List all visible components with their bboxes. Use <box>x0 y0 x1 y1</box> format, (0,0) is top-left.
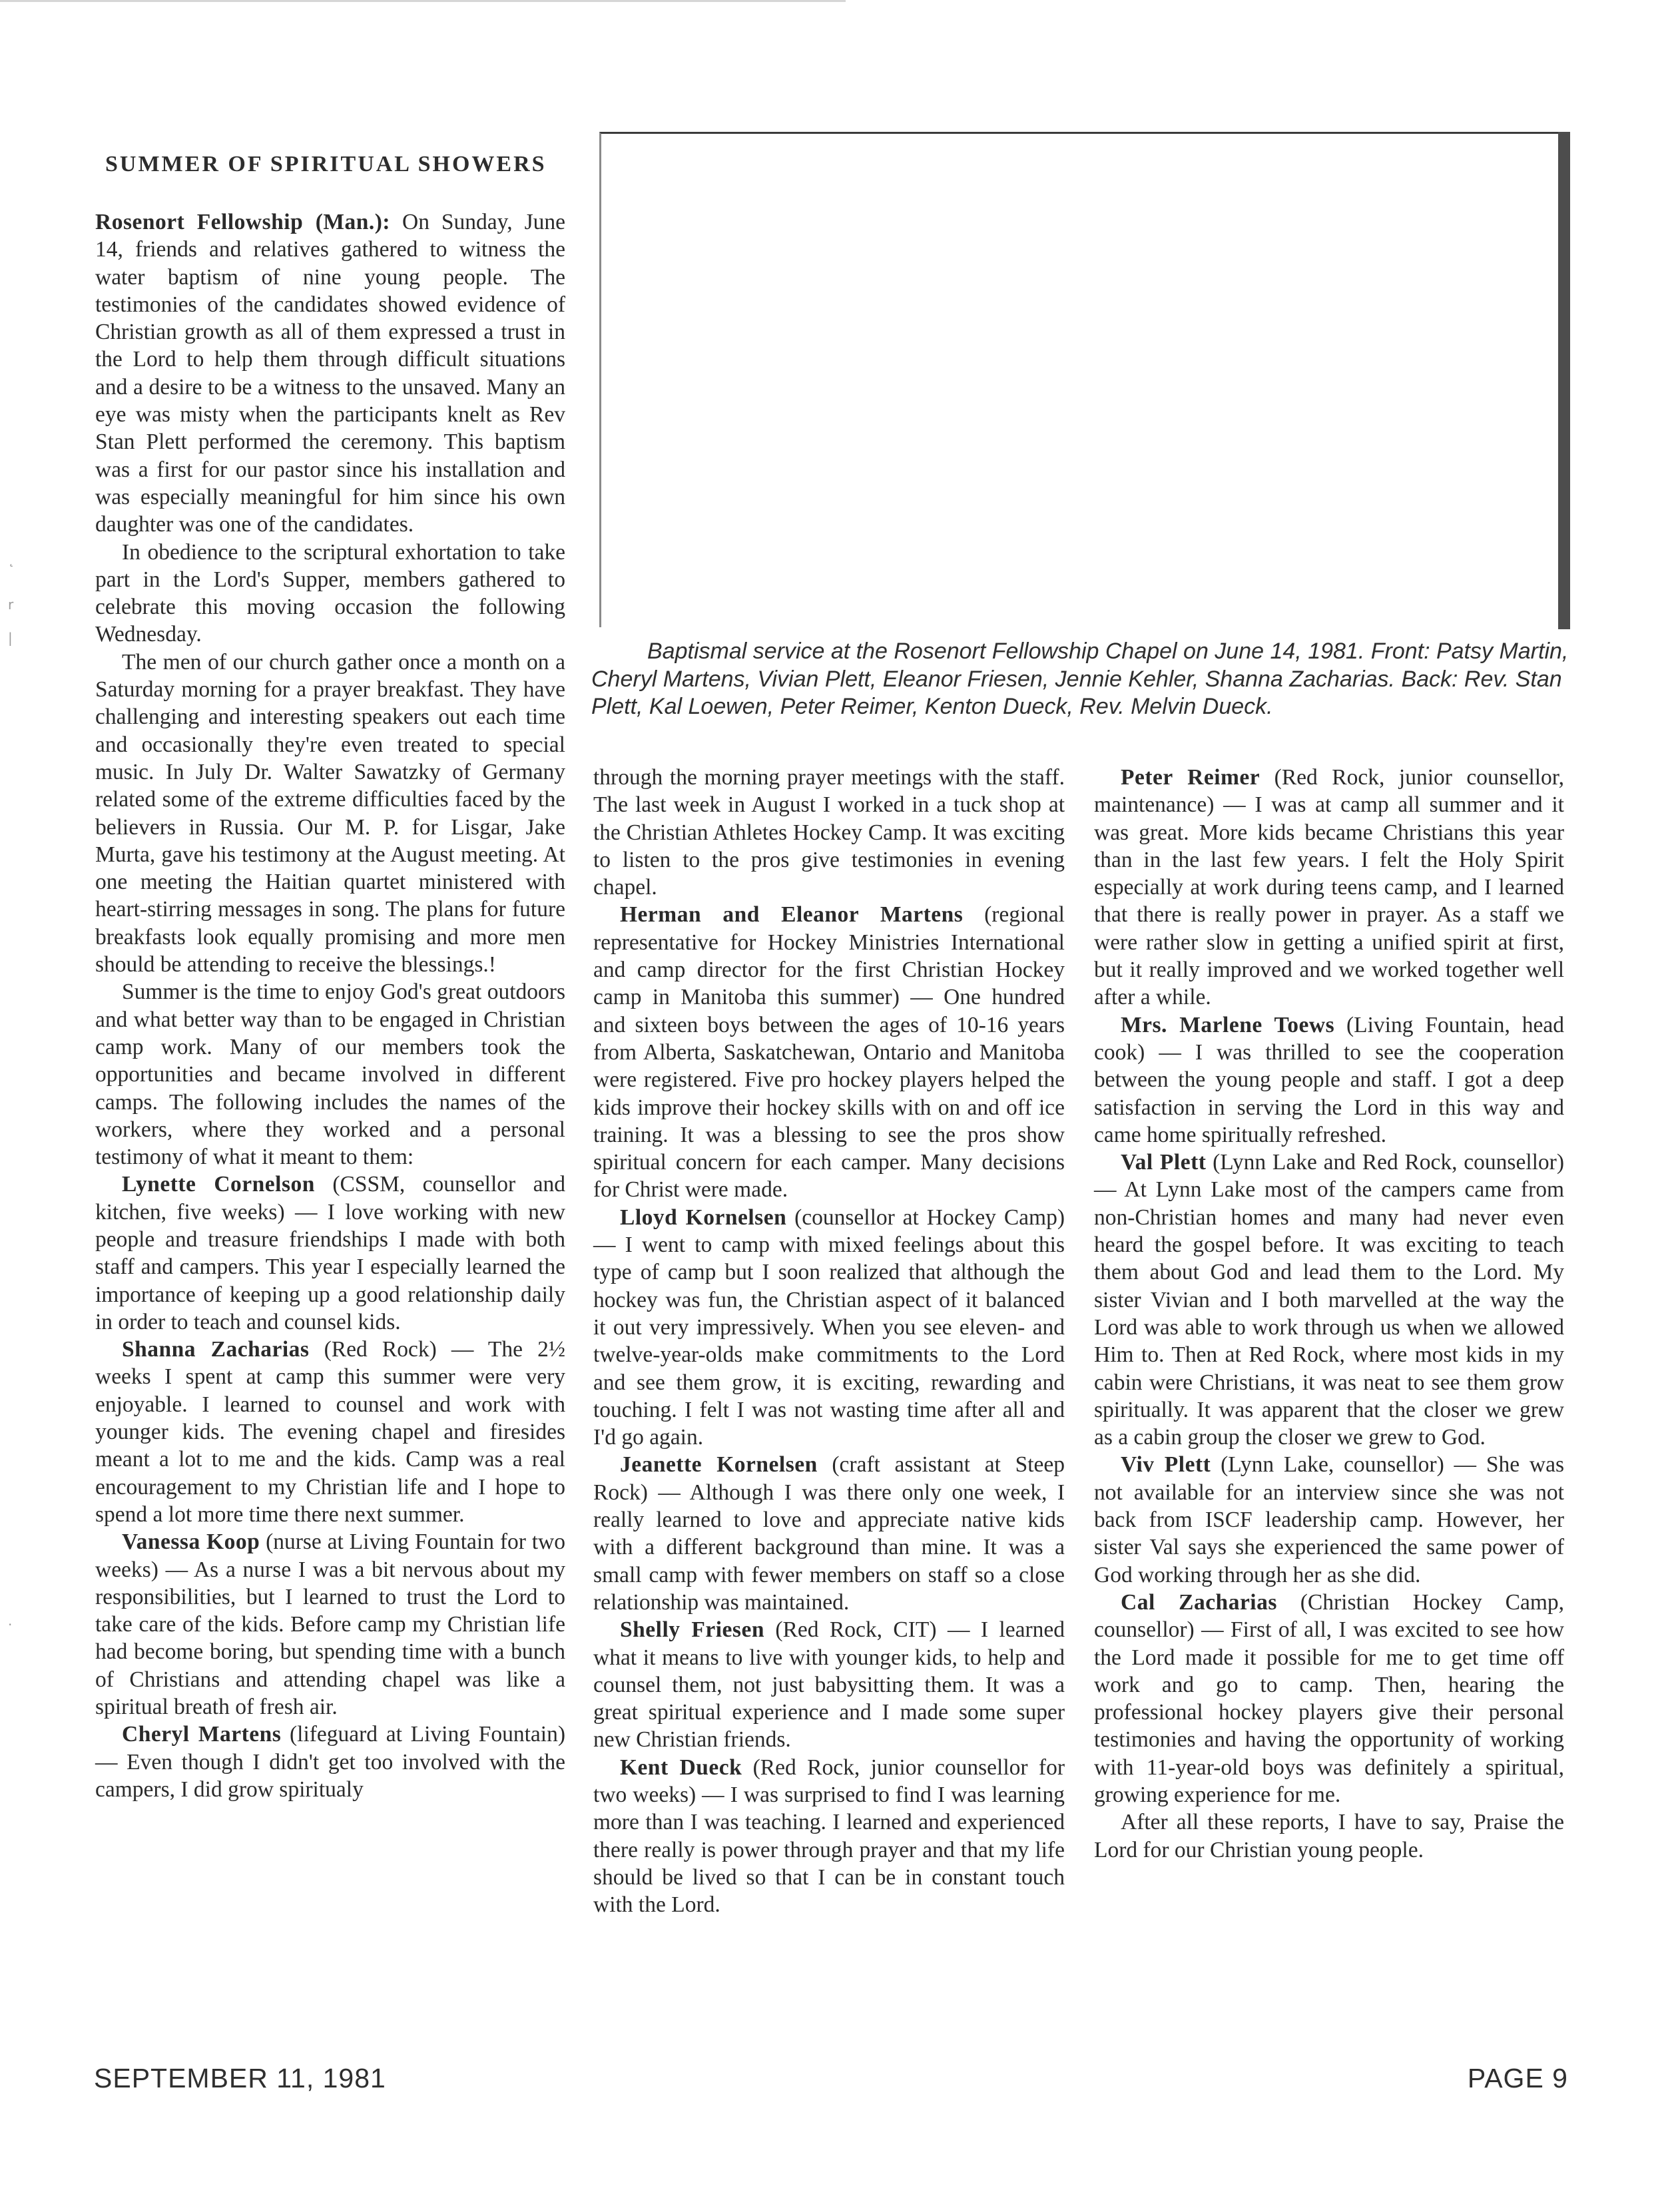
baptism-photo <box>599 132 1570 627</box>
worker-name: Peter Reimer <box>1121 765 1260 790</box>
worker-name: Cal Zacharias <box>1121 1589 1277 1615</box>
column-3 <box>1094 764 1564 1864</box>
paragraph: Summer is the time to enjoy God's great outdoors and what better way than to be engaged in Christian camp work. Many of our members took the opportunities and became involved in different camps. The following includes the names of the workers, where they worked and a personal testimony of what it meant to them: <box>95 979 565 1170</box>
page-top-rule <box>0 0 846 2</box>
testimony-paragraph: Herman and Eleanor Martens (regional representative for Hockey Ministries International and camp director for the first Christian Hockey camp in Manitoba this summer) — One hundred and sixteen boys between the ages of 10-16 years from Alberta, Saskatchewan, Ontario and Manitoba were registered. Five pro hockey players helped the kids improve their hockey skills with on and off ice training. It was a blessing to see the pros show spiritual concern for each camper. Many decisions for Christ were made. <box>593 902 1065 1203</box>
testimony-paragraph: Shelly Friesen (Red Rock, CIT) — I learned what it means to live with younger kids, to help and counsel them, not just babysitting them. It was a great spiritual experience and I made some super new Christian friends. <box>593 1617 1065 1753</box>
worker-name: Shelly Friesen <box>620 1617 764 1643</box>
testimony-paragraph: Peter Reimer (Red Rock, junior counsellor, maintenance) — I was at camp all summer and it was great. More kids became Christians this year than in the last few years. I felt the Holy Spirit especially at work during teens camp, and I learned that there is really power in prayer. As a staff we were rather slow in getting a unified spirit at first, but it really improved and we worked together well after a while. <box>1094 765 1565 1010</box>
column-2 <box>593 764 1065 1918</box>
paragraph: The men of our church gather once a month on a Saturday morning for a prayer breakfast. They have challenging and interesting speakers out each time and occasionally they're even treated to special music. In July Dr. Walter Sawatzky of Germany related some of the extreme difficulties faced by the believers in Russia. Our M. P. for Lisgar, Jake Murta, gave his testimony at the August meeting. At one meeting the Haitian quartet ministered with heart-stirring messages in song. The plans for future breakfasts look equally promising and more men should be attending to receive the blessings.! <box>95 649 565 977</box>
paragraph: Rosenort Fellowship (Man.): On Sunday, June 14, friends and relatives gathered to witness the water baptism of nine young people. The testimonies of the candidates showed evidence of Christian growth as all of them expressed a trust in the Lord to help them through difficult situations and a desire to be a witness to the unsaved. Many an eye was misty when the participants knelt as Rev Stan Plett performed the ceremony. This baptism was a first for our pastor since his installation and was especially meaningful for him since his own daughter was one of the candidates. <box>95 210 565 537</box>
margin-speck: | <box>8 630 13 646</box>
testimony-paragraph: Shanna Zacharias (Red Rock) — The 2½ weeks I spent at camp this summer were very enjoyable. I learned to counsel and work with younger kids. The evening chapel and firesides meant a lot to me and the kids. Camp was a real encouragement to my Christian life and I hope to spend a lot more time there next summer. <box>95 1337 565 1527</box>
testimony-paragraph: Lynette Cornelson (CSSM, counsellor and kitchen, five weeks) — I love working with new people and treasure friendships I made with both staff and campers. This year I especially learned the importance of keeping up a good relationship daily in order to teach and counsel kids. <box>95 1172 565 1334</box>
worker-name: Jeanette Kornelsen <box>620 1452 818 1478</box>
paragraph: In obedience to the scriptural exhortation to take part in the Lord's Supper, members gathered to celebrate this moving occasion the following Wednesday. <box>95 539 565 647</box>
worker-name: Lynette Cornelson <box>122 1172 315 1197</box>
margin-speck: ˛ <box>8 551 15 567</box>
worker-name: Shanna Zacharias <box>122 1337 310 1362</box>
testimony-paragraph: Val Plett (Lynn Lake and Red Rock, counsellor) — At Lynn Lake most of the campers came from non-Christian homes and many had never even heard the gospel before. It was exciting to teach them about God and lead them to the Lord. My sister Vivian and I both marvelled at the way the Lord was able to work through us when we allowed Him to. Then at Red Rock, where most kids in my cabin were Christians, it was neat to see them grow spiritually. It was apparent that the closer we grew as a cabin group the closer we grew to God. <box>1094 1150 1564 1450</box>
worker-name: Viv Plett <box>1121 1452 1211 1478</box>
photo-caption: Baptismal service at the Rosenort Fellowship Chapel on June 14, 1981. Front: Patsy Martin, Cheryl Martens, Vivian Plett, Eleanor Friesen, Jennie Kehler, Shanna Zacharias. Back: Rev. Stan Plett, Kal Loewen, Peter Reimer, Kenton Dueck, Rev. Melvin Dueck. <box>591 639 1569 719</box>
worker-name: Mrs. Marlene Toews <box>1121 1012 1335 1037</box>
testimony-paragraph: Lloyd Kornelsen (counsellor at Hockey Camp) — I went to camp with mixed feelings about this type of camp but I soon realized that although the hockey was fun, the Christian aspect of it balanced it out very impressively. When you see eleven- and twelve-year-olds make commitments to the Lord and see them grow, it is exciting, rewarding and touching. I felt I was not wasting time after all and I'd go again. <box>593 1205 1065 1450</box>
worker-name: Vanessa Koop <box>122 1529 260 1555</box>
testimony-paragraph: Mrs. Marlene Toews (Living Fountain, head cook) — I was thrilled to see the cooperation between the young people and staff. I got a deep satisfaction in serving the Lord in this way and came home spiritually refreshed. <box>1094 1012 1564 1147</box>
testimony-paragraph: Jeanette Kornelsen (craft assistant at Steep Rock) — Although I was there only one week, I really learned to love and appreciate native kids with a different background than mine. It was a small camp with fewer members on staff so a close relationship was maintained. <box>593 1452 1065 1615</box>
testimony-paragraph: Viv Plett (Lynn Lake, counsellor) — She was not available for an interview since she was not back from ISCF leadership camp. However, her sister Val says she experienced the same power of God working through her as she did. <box>1094 1452 1564 1587</box>
margin-speck: · <box>8 1617 13 1633</box>
photo-dark-edge <box>1558 132 1570 629</box>
worker-name: Val Plett <box>1121 1150 1207 1175</box>
margin-speck: r <box>8 597 14 613</box>
worker-name: Kent Dueck <box>620 1755 742 1780</box>
column-1 <box>95 208 565 1803</box>
testimony-paragraph: Cal Zacharias (Christian Hockey Camp, counsellor) — First of all, I was excited to see how the Lord made it possible for me to get time off work and go to camp. Then, hearing the professional hockey players give their personal testimonies and having the opportunity of working with 11-year-old boys was definitely a spiritual, growing experience for me. <box>1094 1589 1564 1807</box>
worker-name: Lloyd Kornelsen <box>620 1205 787 1230</box>
closing-paragraph: After all these reports, I have to say, Praise the Lord for our Christian young people. <box>1094 1810 1564 1862</box>
worker-name: Cheryl Martens <box>122 1722 282 1747</box>
church-name: Rosenort Fellowship (Man.): <box>95 210 391 234</box>
article-headline: SUMMER OF SPIRITUAL SHOWERS <box>105 152 547 176</box>
testimony-paragraph: Vanessa Koop (nurse at Living Fountain for two weeks) — As a nurse I was a bit nervous about my responsibilities, but I learned to trust the Lord to take care of the kids. Before camp my Christian life had become boring, but spending time with a bunch of Christians and attending chapel was like a spiritual breath of fresh air. <box>95 1529 565 1720</box>
paragraph: through the morning prayer meetings with the staff. The last week in August I worked in a tuck shop at the Christian Athletes Hockey Camp. It was exciting to listen to the pros give testimonies in evening chapel. <box>593 765 1065 900</box>
worker-name: Herman and Eleanor Martens <box>620 902 964 928</box>
testimony-paragraph: Kent Dueck (Red Rock, junior counsellor for two weeks) — I was surprised to find I was learning more than I was teaching. I learned and experienced there really is power through prayer and that my life should be lived so that I can be in constant touch with the Lord. <box>593 1755 1065 1918</box>
footer-date: SEPTEMBER 11, 1981 <box>94 2063 386 2093</box>
footer-page-number: PAGE 9 <box>1467 2063 1568 2093</box>
testimony-paragraph: Cheryl Martens (lifeguard at Living Fountain) — Even though I didn't get too involved with the campers, I did grow spiritualy <box>95 1722 565 1802</box>
